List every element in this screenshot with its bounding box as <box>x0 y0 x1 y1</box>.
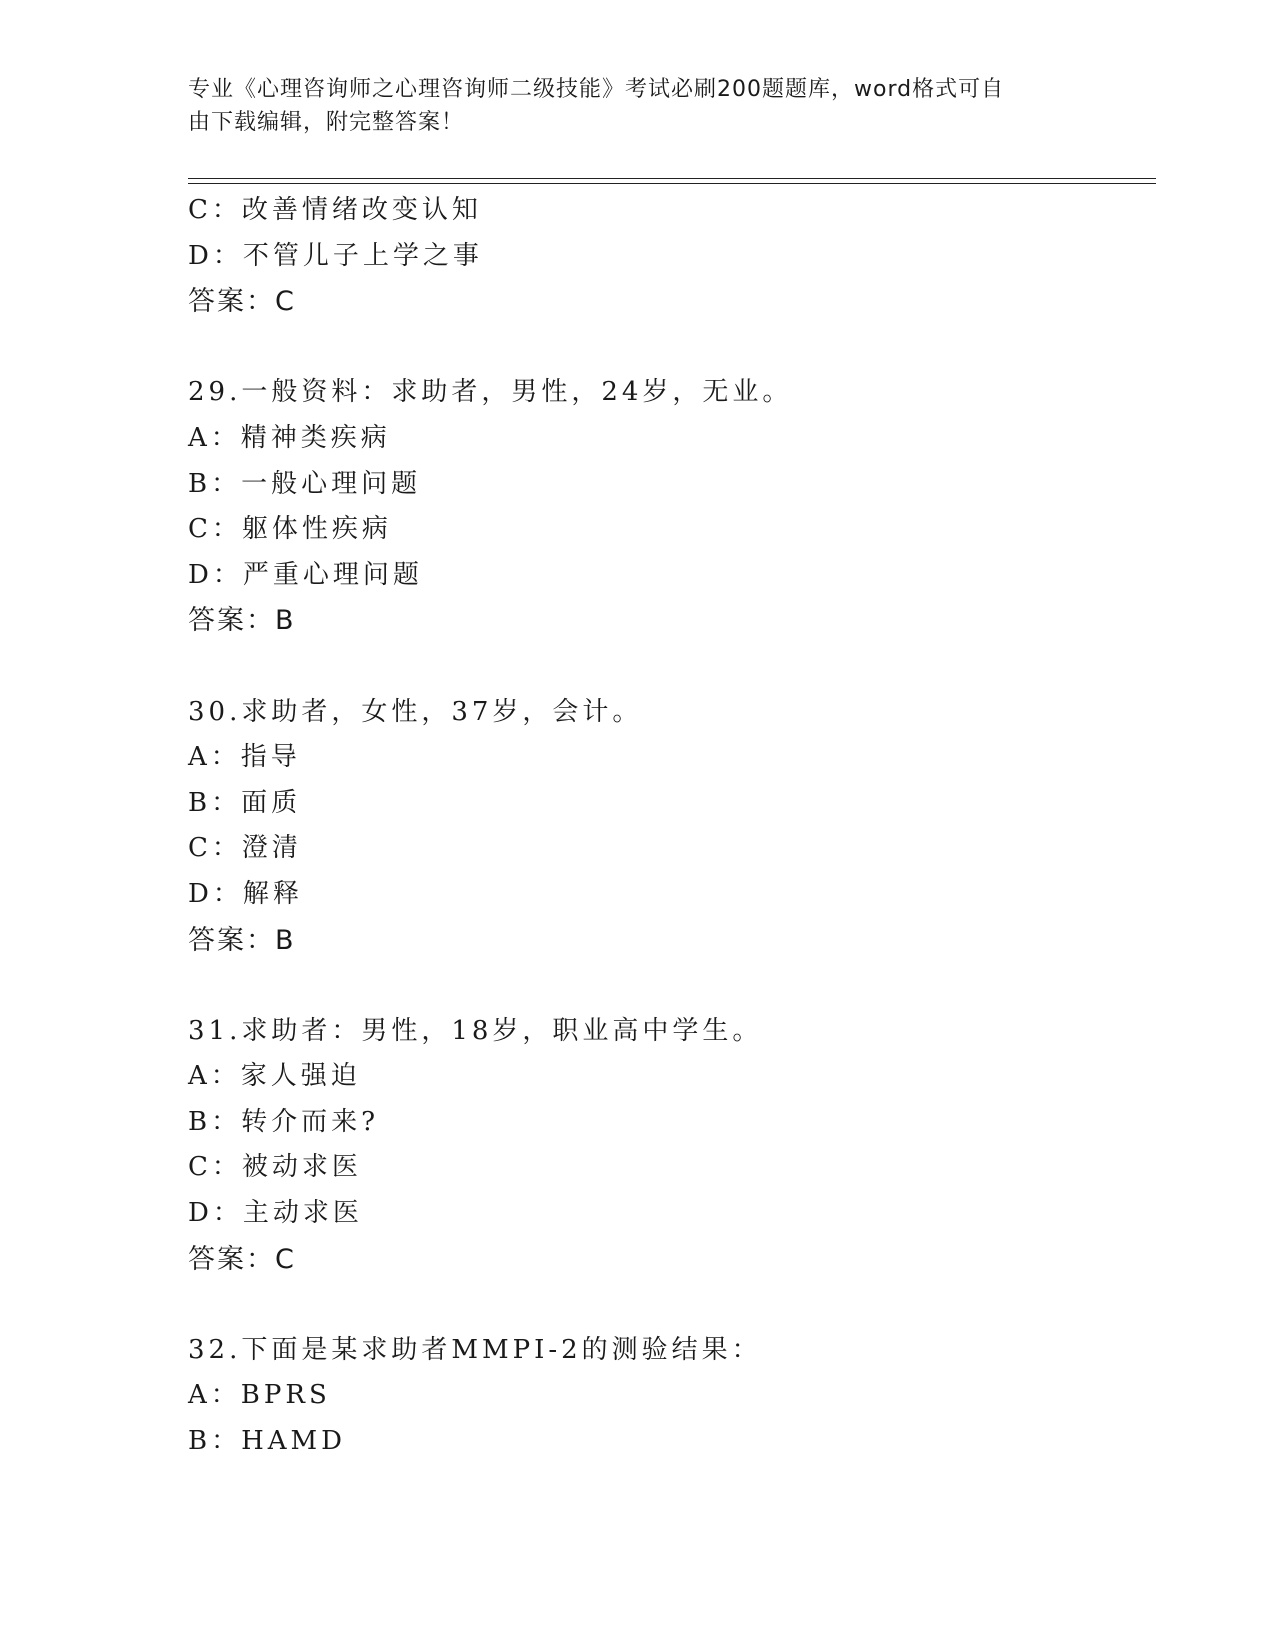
question-stem: 29.一般资料：求助者，男性，24岁，无业。 <box>188 377 793 408</box>
question-list <box>188 188 1148 1465</box>
answer-line: 答案：B <box>188 924 296 956</box>
answer-line: 答案：B <box>188 605 296 637</box>
option-c: C：澄清 <box>188 833 302 864</box>
option-c: C：躯体性疾病 <box>188 514 392 545</box>
option-b: B：一般心理问题 <box>188 468 422 499</box>
question-block-31 <box>188 1009 1148 1283</box>
question-block-previous <box>188 188 1148 325</box>
option-b: B：面质 <box>188 787 302 818</box>
question-stem: 32.下面是某求助者MMPI-2的测验结果： <box>188 1334 762 1365</box>
question-block-29 <box>188 370 1148 644</box>
spacer <box>188 963 1148 1009</box>
spacer <box>188 1282 1148 1328</box>
option-a: A：BPRS <box>188 1380 331 1411</box>
document-header <box>188 73 1068 139</box>
question-stem: 31.求助者：男性，18岁，职业高中学生。 <box>188 1015 763 1046</box>
header-divider-top <box>188 178 1156 179</box>
option-d: D：主动求医 <box>188 1198 363 1229</box>
option-d: D：严重心理问题 <box>188 559 423 590</box>
option-b: B：HAMD <box>188 1426 347 1457</box>
question-stem: 30.求助者，女性，37岁，会计。 <box>188 696 643 727</box>
option-d: D：解释 <box>188 878 303 909</box>
spacer <box>188 325 1148 371</box>
answer-line: 答案：C <box>188 1243 296 1275</box>
option-a: A：指导 <box>188 742 301 773</box>
option-c: C：被动求医 <box>188 1152 362 1183</box>
option-a: A：精神类疾病 <box>188 422 391 453</box>
option-b: B：转介而来? <box>188 1106 380 1137</box>
header-line-2: 由下载编辑，附完整答案！ <box>188 110 465 135</box>
spacer <box>188 644 1148 690</box>
option-a: A：家人强迫 <box>188 1061 361 1092</box>
header-divider-bottom <box>188 183 1156 184</box>
option-c: C：改善情绪改变认知 <box>188 195 482 225</box>
option-d: D：不管儿子上学之事 <box>188 240 483 271</box>
question-block-30 <box>188 690 1148 964</box>
answer-line: 答案：C <box>188 286 296 318</box>
header-line-1: 专业《心理咨询师之心理咨询师二级技能》考试必刷200题题库，word格式可自 <box>188 77 1005 102</box>
question-block-32 <box>188 1328 1148 1465</box>
